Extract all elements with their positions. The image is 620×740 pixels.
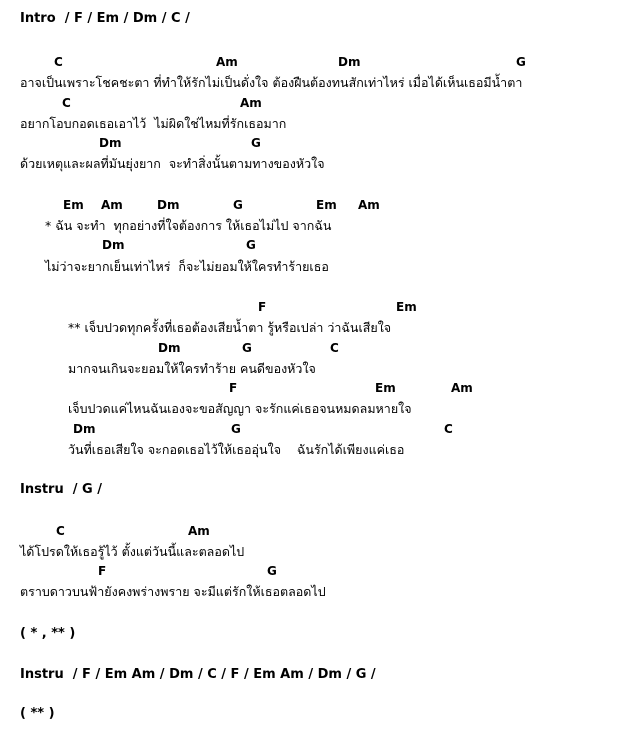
instrumental-line: Instru / G / [20, 482, 102, 497]
chord: Am [216, 55, 238, 69]
chord: G [231, 422, 241, 436]
lyric-line: ไม่ว่าจะยากเย็นเท่าไหร่ ก็จะไม่ยอมให้ใครทำร้ายเธอ [45, 259, 329, 274]
chord: G [267, 564, 277, 578]
chord: G [233, 198, 243, 212]
chord: Am [188, 524, 210, 538]
chord: C [444, 422, 453, 436]
chord: Am [101, 198, 123, 212]
chord: Am [451, 381, 473, 395]
chord: C [62, 96, 71, 110]
chord: Am [240, 96, 262, 110]
lyric-line: ด้วยเหตุและผลที่มันยุ่งยาก จะทำสิ่งนั้นตามทางของหัวใจ [20, 156, 325, 171]
intro-line: Intro / F / Em / Dm / C / [20, 11, 190, 26]
chord: C [56, 524, 65, 538]
chord: Dm [99, 136, 122, 150]
chord: Dm [102, 238, 125, 252]
lyric-line: * ฉัน จะทำ ทุกอย่างที่ใจต้องการ ให้เธอไม่ไป จากฉัน [45, 218, 332, 233]
lyric-line: วันที่เธอเสียใจ จะกอดเธอไว้ให้เธออุ่นใจ ฉันรักได้เพียงแค่เธอ [68, 442, 405, 457]
chord: Em [396, 300, 417, 314]
chord: Em [375, 381, 396, 395]
lyric-line: เจ็บปวดแค่ไหนฉันเองจะขอสัญญา จะรักแค่เธอจนหมดลมหายใจ [68, 401, 412, 416]
chord: C [330, 341, 339, 355]
repeat-marker: ( * , ** ) [20, 626, 76, 641]
chord: Em [63, 198, 84, 212]
chord: G [242, 341, 252, 355]
lyric-line: ได้โปรดให้เธอรู้ไว้ ตั้งแต่วันนี้และตลอดไป [20, 544, 245, 559]
chord: C [54, 55, 63, 69]
lyric-line: ** เจ็บปวดทุกครั้งที่เธอต้องเสียน้ำตา รู้หรือเปล่า ว่าฉันเสียใจ [68, 320, 392, 335]
lyric-line: อยากโอบกอดเธอเอาไว้ ไม่ผิดใช่ไหมที่รักเธอมาก [20, 116, 287, 131]
chord: Em [316, 198, 337, 212]
chord: G [516, 55, 526, 69]
instrumental-line: Instru / F / Em Am / Dm / C / F / Em Am / Dm / G / [20, 667, 376, 682]
chord: G [246, 238, 256, 252]
chord: Dm [157, 198, 180, 212]
lyric-line: อาจเป็นเพราะโชคชะตา ที่ทำให้รักไม่เป็นดั่งใจ ต้องฝืนต้องทนสักเท่าไหร่ เมื่อได้เห็นเธอมีน้ำตา [20, 75, 523, 90]
chord: F [258, 300, 267, 314]
chord: Am [358, 198, 380, 212]
chord: Dm [158, 341, 181, 355]
chord: G [251, 136, 261, 150]
chord: F [98, 564, 107, 578]
chord: Dm [338, 55, 361, 69]
chord: Dm [73, 422, 96, 436]
lyric-line: ตราบดาวบนฟ้ายังคงพร่างพราย จะมีแต่รักให้เธอตลอดไป [20, 584, 326, 599]
repeat-marker: ( ** ) [20, 706, 55, 721]
chord: F [229, 381, 238, 395]
lyric-line: มากจนเกินจะยอมให้ใครทำร้าย คนดีของหัวใจ [68, 361, 316, 376]
